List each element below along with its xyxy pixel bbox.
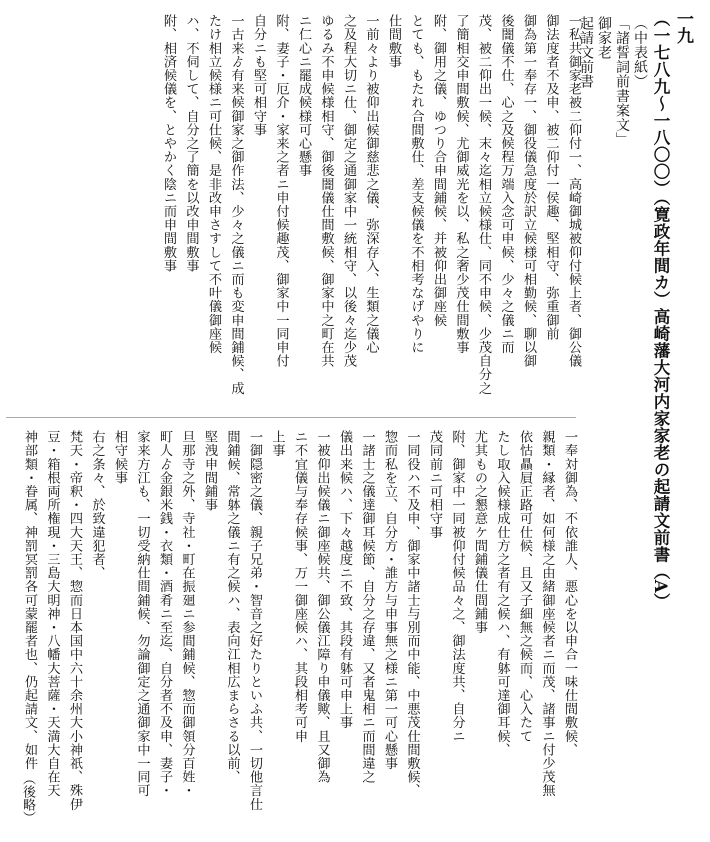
text-column: 旦那寺之外、寺社・町在振廻ニ参間鋪候、惣而御領分百姓・ xyxy=(179,430,195,798)
text-column: 之及程大切ニ仕、御定之通御家中一統相守、以後々迄少茂 xyxy=(341,14,356,368)
text-column: 一前々より被仰出候御慈悲之儀、弥深存入、生類之儀心 xyxy=(363,14,379,354)
text-column: 豆・箱根両所権現・三島大明神・八幡大菩薩・天満大自在天 xyxy=(44,430,60,798)
text-column: 上事 xyxy=(269,430,285,458)
text-column: 儀出来候ハ、下々越度ニ不致、其段有躰可申上事 xyxy=(337,430,352,730)
text-column: ゆるみ不申候様相守、御後闇儀仕間敷候、御家中之町在共 xyxy=(318,14,334,368)
text-column: 茂同前ニ可相守事 xyxy=(427,430,442,539)
text-column: 御法度者不及申、被二仰付一侯趣、堅相守、弥重御前 xyxy=(543,14,559,341)
text-column: 附、御用之儀、ゆつり合申間鋪候、并被仰出御座候 xyxy=(431,14,446,327)
text-column: 梵天・帝釈・四大天王、惣而日本国中六十余州大小神祇、殊伊 xyxy=(67,430,82,811)
text-column: 仕間敷事 xyxy=(386,14,401,69)
section-label: 起請文前書 xyxy=(578,16,594,89)
text-column: 尤其もの之懇意ケ間鋪儀仕間鋪事 xyxy=(472,430,487,634)
text-column: 附、御家中一同被仰付候品々之、御法度共、自分ニ xyxy=(449,430,465,743)
upper-text-block xyxy=(6,14,584,414)
text-column: 依怙贔屓正路可仕候、且又子細無之候而、心入たて xyxy=(517,430,532,743)
text-column: 親類・縁者、如何様之由緒御座候者ニ而茂、諸事ニ付少茂無 xyxy=(539,430,555,798)
lower-text-block xyxy=(6,430,580,830)
document-heading xyxy=(578,10,700,830)
text-column: 右之条々、於致違犯者、 xyxy=(89,430,105,580)
text-column: 了簡相交申間敷候、尤御威光を以、私之奢少茂仕間敷事 xyxy=(453,14,469,354)
text-column: たけ相立候様ニ可仕候、是非改申さすして不叶儀御座候 xyxy=(206,14,221,354)
text-column: 一古来ゟ有来候御家之御作法、少々之儀ニ而も変申間鋪候、成 xyxy=(228,14,244,395)
section-divider xyxy=(6,417,576,418)
text-column: 間鋪候、常躰之儀ニ有之候ハ、表向江相広まらさる以前、 xyxy=(224,430,240,784)
text-column: 自分ニも堅可相守事 xyxy=(251,14,266,137)
cover-note: （中表紙） xyxy=(632,16,648,89)
recipient-label: 御家老 xyxy=(596,16,612,60)
text-column: 附、妻子・厄介・家来之者ニ申付候趣茂、御家中一同申付 xyxy=(273,14,289,368)
text-column: 茂、被二仰出一候、末々迄相立候様仕、同不申候、少茂自分之 xyxy=(476,14,491,395)
text-column: 神部類・眷属、神罰冥罰各可蒙罷者也、仍起請文、如件 xyxy=(22,430,37,770)
text-column: 後闇儀不仕、心之及候程万端入念可申候、少々之儀ニ而 xyxy=(498,14,514,354)
text-column: ハ、不伺して、自分之了簡を以改申間敷事 xyxy=(183,14,199,273)
text-column: 一諸士之儀達御耳候節、自分之存違、又者鬼相ニ而間違之 xyxy=(359,430,375,784)
document-number: 一九 xyxy=(673,10,693,44)
text-column: たし取入候様成仕方之者有之候ハ、有躰可達御耳候、 xyxy=(494,430,510,757)
text-column: ニ仁心ニ罷成候様可心懸事 xyxy=(296,14,311,178)
text-column: 相守候事 xyxy=(112,430,127,485)
text-column: 一同役ハ不及申、御家中諸士与別而中能、中悪茂仕間敷候、 xyxy=(404,430,420,798)
text-column: 惣而私を立、自分方・誰方与申事無之様ニ第一可心懸事 xyxy=(382,430,397,770)
cover-title: 「諸誓詞前書案文」 xyxy=(614,16,630,147)
text-column: 御為第一奉存一、御役儀急度於訳立候様可相勤候、聊以御 xyxy=(521,14,536,368)
text-column: 附、相済候儀を、とやかく陰ニ而申間敷事 xyxy=(161,14,176,273)
text-column: 一御隠密之儀、親子兄弟・智音之好たりといふ共、一切他言仕 xyxy=(247,430,262,811)
text-column: 一被仰出候儀ニ御座候共、御公儀江障り申儀歟、且又御為 xyxy=(314,430,330,784)
text-column: 一奉対御為、不依誰人、悪心を以申合一味仕間敷候、 xyxy=(562,430,577,757)
text-column: 町人ゟ金銀米銭・衣類・酒肴ニ至迄、自分者不及申、妻子・ xyxy=(157,430,172,798)
text-column: 家来方江も、一切受納仕間鋪候、勿論御定之通御家中一同可 xyxy=(134,430,150,798)
text-column: ニ不宜儀与奉存候事、万一御座候ハ、其段相考可申 xyxy=(292,430,307,743)
text-column: 一私共御家老被二仰付一、高崎御城被仰付候上者、御公儀 xyxy=(566,14,581,368)
document-title: （一七八九〜一八〇〇）（寛政年間カ）高崎藩大河内家家老の起請文前書（A） xyxy=(651,10,670,611)
text-column: 堅洩申間鋪事 xyxy=(202,430,217,512)
omission-note: （後略） xyxy=(20,772,35,824)
text-column: とても、もたれ合間敷仕、差支候儀を不相考なげやりに xyxy=(408,14,424,354)
